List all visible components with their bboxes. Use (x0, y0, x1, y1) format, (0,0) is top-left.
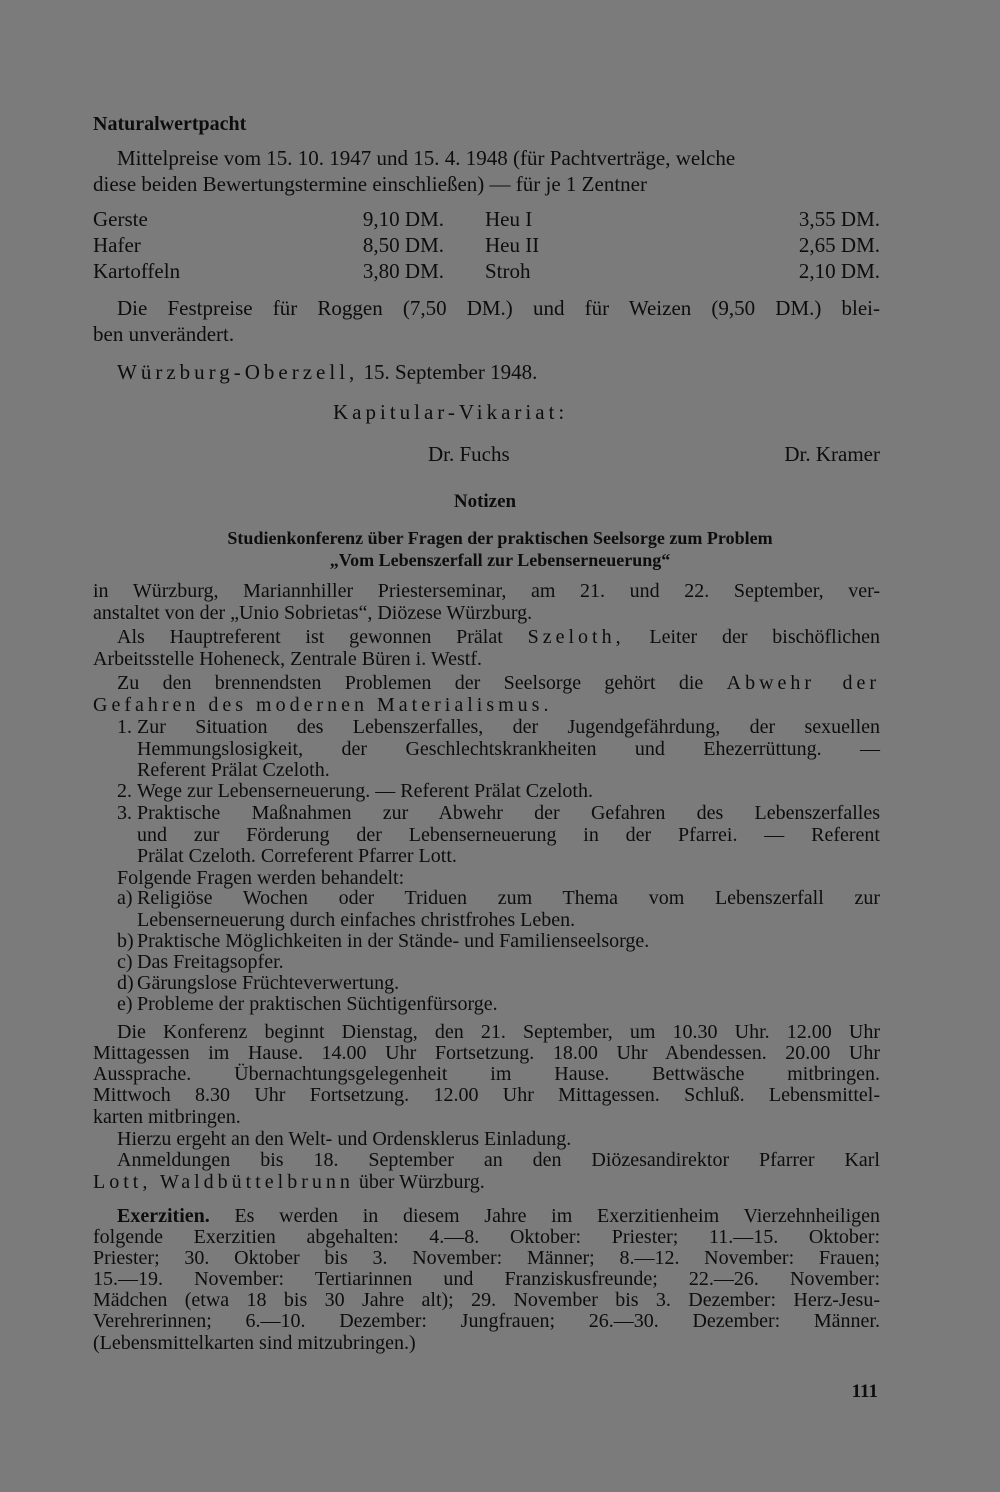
conference-title-line-2: „Vom Lebenszerfall zur Lebenserneuerung“ (329, 550, 671, 570)
schedule-line: Mittagessen im Hause. 14.00 Uhr Fortsetzung. 18.00 Uhr Abendessen. 20.00 Uhr (93, 1042, 880, 1064)
price-item: Kartoffeln (93, 259, 181, 283)
list-line: Praktische Maßnahmen zur Abwehr der Gefahren des Lebenszerfalles (137, 802, 880, 824)
registration-line-2 (93, 1171, 485, 1194)
list-letter: c) (117, 951, 133, 973)
exercises-line: (Lebensmittelkarten sind mitzubringen.) (93, 1332, 416, 1354)
list-line: Lebenserneuerung durch einfaches christfrohes Leben. (137, 908, 576, 931)
price-item: Hafer (93, 233, 141, 257)
signature-kramer: Dr. Kramer (784, 442, 880, 466)
invitation-line: Hierzu ergeht an den Welt- und Ordensklerus Einladung. (117, 1128, 572, 1150)
page-number: 111 (851, 1381, 878, 1402)
exercises-line: 15.—19. November: Tertiarinnen und Franziskusfreunde; 22.—26. November: (93, 1268, 880, 1290)
problem-emphasis: Abwehr der (726, 672, 880, 694)
referent-line-1 (117, 627, 880, 649)
list-line: Wege zur Lebenserneuerung. — Referent Prälat Czeloth. (137, 780, 593, 802)
price-value: 2,10 DM. (798, 259, 880, 283)
list-letter: a) (117, 887, 133, 909)
problem-line-2: Gefahren des modernen Materialismus. (93, 694, 553, 716)
list-number: 2. (117, 780, 132, 802)
signature-fuchs: Dr. Fuchs (428, 442, 510, 466)
list-item (117, 888, 880, 932)
problem-text: Zu den brennendsten Problemen der Seelsorge gehört die (117, 672, 704, 694)
festpreise-line-1: Die Festpreise für Roggen (7,50 DM.) und für Weizen (9,50 DM.) blei- (117, 296, 880, 320)
list-line: Probleme der praktischen Süchtigenfürsorge. (137, 993, 498, 1015)
section-heading-notizen: Notizen (453, 491, 517, 512)
schedule-line: Mittwoch 8.30 Uhr Fortsetzung. 12.00 Uhr Mittagessen. Schluß. Lebensmittel- (93, 1084, 880, 1106)
price-value: 9,10 DM. (362, 207, 444, 231)
list-line: Gärungslose Früchteverwertung. (137, 972, 400, 994)
place: Würzburg-Oberzell, (117, 360, 359, 384)
exercises-line: Verehrerinnen; 6.—10. Dezember: Jungfrauen; 26.—30. Dezember: Männer. (93, 1310, 880, 1332)
list-letter: e) (117, 993, 133, 1015)
price-value: 3,80 DM. (362, 259, 444, 283)
list-line: Praktische Möglichkeiten in der Stände- und Familienseelsorge. (137, 930, 650, 952)
conference-location-line-1: in Würzburg, Mariannhiller Priesterseminar, am 21. und 22. September, ver- (93, 580, 880, 602)
list-line: Prälat Czeloth. Correferent Pfarrer Lott. (137, 845, 457, 867)
list-line: Religiöse Wochen oder Triduen zum Thema vom Lebenszerfall zur (137, 887, 880, 909)
list-line: Zur Situation des Lebenszerfalles, der Jugendgefährdung, der sexuellen (137, 716, 880, 738)
list-letter: b) (117, 930, 134, 952)
list-line: und zur Förderung der Lebenserneuerung in der Pfarrei. — Referent (137, 823, 880, 846)
exercises-line: Priester; 30. Oktober bis 3. November: Männer; 8.—12. November: Frauen; (93, 1247, 880, 1269)
exercises-line-1 (117, 1206, 880, 1228)
price-item: Gerste (93, 207, 148, 231)
price-item: Heu I (485, 207, 533, 231)
list-item (117, 973, 880, 995)
list-line: Hemmungslosigkeit, der Geschlechtskrankheiten und Ehezerrüttung. — (137, 737, 880, 760)
price-item: Stroh (485, 259, 531, 283)
pacht-intro-line-2: diese beiden Bewertungstermine einschließen) — für je 1 Zentner (93, 172, 647, 196)
exercises-text: Es werden in diesem Jahre im Exerzitienheim Vierzehnheiligen (234, 1205, 881, 1227)
registration-line-1: Anmeldungen bis 18. September an den Diözesandirektor Pfarrer Karl (117, 1149, 880, 1171)
registration-place: Lott, Waldbüttelbrunn (93, 1171, 354, 1193)
price-item: Heu II (485, 233, 540, 257)
date: 15. September 1948. (363, 360, 538, 384)
conference-title-line-1: Studienkonferenz über Fragen der praktischen Seelsorge zum Problem (227, 528, 773, 548)
price-value: 2,65 DM. (798, 233, 880, 257)
exercises-label: Exerzitien. (117, 1205, 210, 1227)
list-item (117, 717, 880, 783)
pacht-intro-line-1: Mittelpreise vom 15. 10. 1947 und 15. 4. 1948 (für Pachtverträge, welche (117, 146, 736, 170)
schedule-line: Aussprache. Übernachtungsgelegenheit im Hause. Bettwäsche mitbringen. (93, 1063, 880, 1085)
list-item (117, 931, 880, 953)
list-item (117, 781, 880, 803)
referent-name: Szeloth, (527, 626, 625, 648)
price-value: 8,50 DM. (362, 233, 444, 257)
exercises-line: folgende Exerzitien abgehalten: 4.—8. Oktober: Priester; 11.—15. Oktober: (93, 1226, 880, 1248)
list-number: 1. (117, 716, 132, 738)
exercises-line: Mädchen (etwa 18 bis 30 Jahre alt); 29. November bis 3. Dezember: Herz-Jesu- (93, 1289, 880, 1311)
office-name: Kapitular-Vikariat: (333, 400, 569, 424)
list-item (117, 952, 880, 974)
price-row (93, 233, 880, 259)
festpreise-line-2: ben unverändert. (93, 322, 235, 346)
place-date-line (117, 360, 537, 385)
schedule-line: karten mitbringen. (93, 1106, 241, 1128)
referent-line-2: Arbeitsstelle Hoheneck, Zentrale Büren i. Westf. (93, 648, 483, 670)
list-number: 3. (117, 802, 132, 824)
list-item (117, 803, 880, 869)
referent-text: Als Hauptreferent ist gewonnen Prälat (117, 626, 503, 648)
conference-location-line-2: anstaltet von der „Unio Sobrietas“, Diözese Würzburg. (93, 602, 533, 624)
problem-line-1 (117, 673, 880, 695)
price-row (93, 259, 880, 285)
list-line: Das Freitagsopfer. (137, 951, 284, 973)
price-value: 3,55 DM. (798, 207, 880, 231)
price-row (93, 207, 880, 233)
list-line: Referent Prälat Czeloth. (137, 759, 330, 781)
referent-role: Leiter der bischöflichen (649, 626, 881, 648)
schedule-line: Die Konferenz beginnt Dienstag, den 21. September, um 10.30 Uhr. 12.00 Uhr (117, 1021, 880, 1043)
list-letter: d) (117, 972, 134, 994)
questions-intro: Folgende Fragen werden behandelt: (117, 867, 405, 889)
section-heading-naturalwertpacht: Naturalwertpacht (93, 113, 247, 135)
list-item (117, 994, 880, 1016)
registration-suffix: über Würzburg. (358, 1171, 485, 1193)
